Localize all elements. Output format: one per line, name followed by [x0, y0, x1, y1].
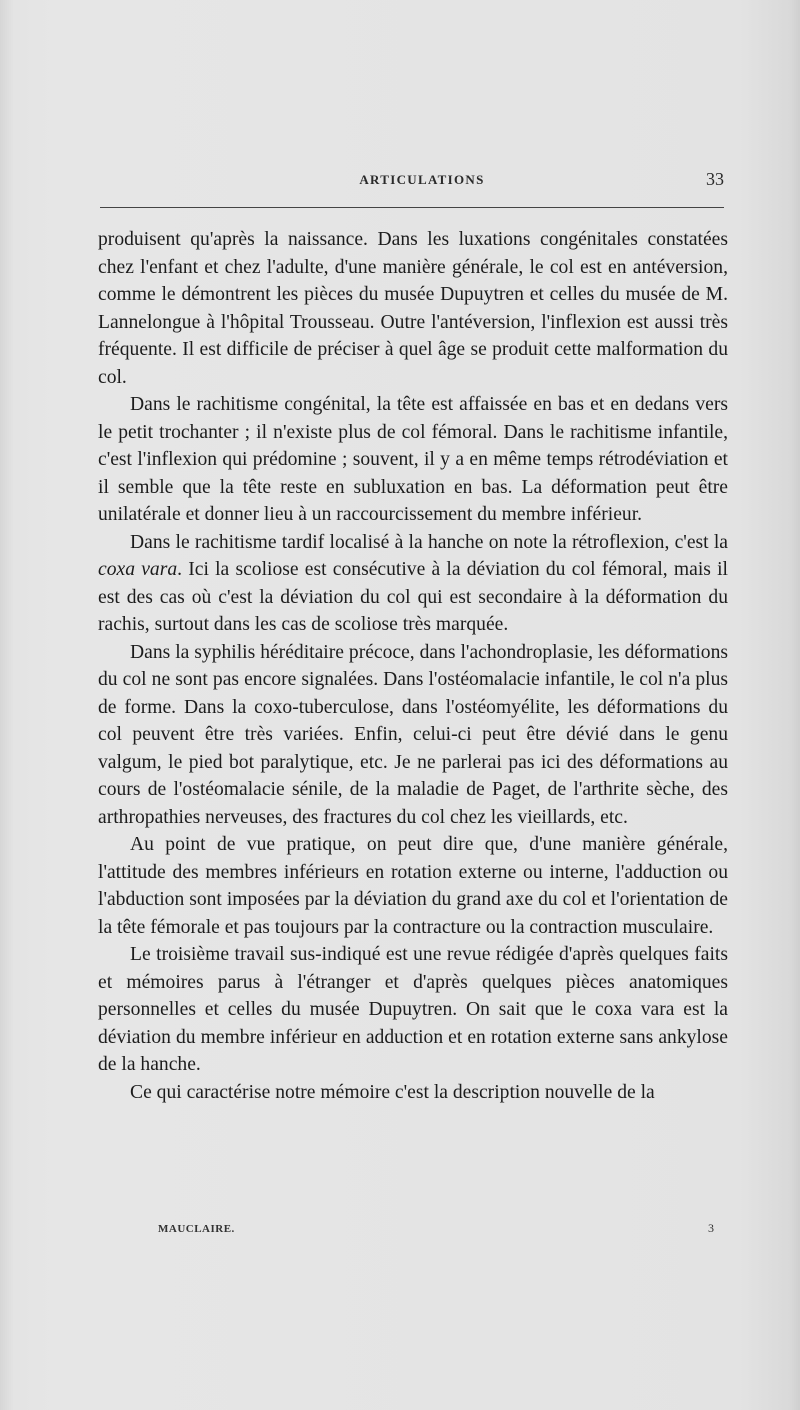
paragraph-3-text-after: . Ici la scoliose est consécutive à la déviation du col fémoral, mais il est des cas où c'est la déviation du col qui est secondaire à la déformation du rachis, surtout dans les cas de scoliose très marquée.	[98, 559, 728, 635]
paragraph-6: Le troisième travail sus-indiqué est une revue rédigée d'après quelques faits et mémoires parus à l'étranger et d'après quelques pièces anatomiques personnelles et celles du musée Dupuytren. On sait que le coxa vara est la déviation du membre inférieur en adduction et en rotation externe sans ankylose de la hanche.	[98, 944, 728, 1075]
header-rule	[100, 207, 724, 208]
page-number: 33	[706, 169, 724, 189]
paragraph-3-text-before: Dans le rachitisme tardif localisé à la hanche on note la rétroflexion, c'est la	[130, 531, 728, 553]
paragraph-7: Ce qui caractérise notre mémoire c'est la description nouvelle de la	[130, 1081, 655, 1103]
running-head: ARTICULATIONS	[359, 172, 485, 187]
paragraph-4: Dans la syphilis héréditaire précoce, dans l'achondroplasie, les déformations du col ne sont pas encore signalées. Dans l'ostéomalacie infantile, le col n'a plus de forme. Dans la coxo-tuberculose, dans l'ostéomyélite, les déformations du col peuvent être très variées. Enfin, celui-ci peut être dévié dans le genu valgum, le pied bot paralytique, etc. Je ne parlerai pas ici des déformations au cours de l'ostéomalacie sénile, de la maladie de Paget, de l'arthrite sèche, des arthropathies nerveuses, des fractures du col chez les vieillards, etc.	[98, 641, 728, 828]
page-footer	[158, 1223, 728, 1243]
paragraph-3-italic-term: coxa vara	[98, 559, 178, 580]
page-header	[100, 169, 726, 196]
footer-sheet-number: 3	[708, 1221, 714, 1235]
paragraph-1: produisent qu'après la naissance. Dans les luxations congénitales constatées chez l'enfant et chez l'adulte, d'une manière générale, le col est en antéversion, comme le démontrent les pièces du musée Dupuytren et celles du musée de M. Lannelongue à l'hôpital Trousseau. Outre l'antéversion, l'inflexion est aussi très fréquente. Il est difficile de préciser à quel âge se produit cette malformation du col.	[98, 229, 728, 388]
paragraph-3	[98, 529, 728, 639]
body-text	[98, 226, 728, 1106]
paragraph-5: Au point de vue pratique, on peut dire que, d'une manière générale, l'attitude des membres inférieurs en rotation externe ou interne, l'adduction ou l'abduction sont imposées par la déviation du grand axe du col et l'orientation de la tête fémorale et pas toujours par la contracture ou la contraction musculaire.	[98, 834, 728, 938]
footer-signature: MAUCLAIRE.	[158, 1223, 235, 1235]
paragraph-2: Dans le rachitisme congénital, la tête est affaissée en bas et en dedans vers le petit trochanter ; il n'existe plus de col fémoral. Dans le rachitisme infantile, c'est l'inflexion qui prédomine ; souvent, il y a en même temps rétrodéviation et il semble que la tête reste en subluxation en bas. La déformation peut être unilatérale et donner lieu à un raccourcissement du membre inférieur.	[98, 394, 728, 525]
